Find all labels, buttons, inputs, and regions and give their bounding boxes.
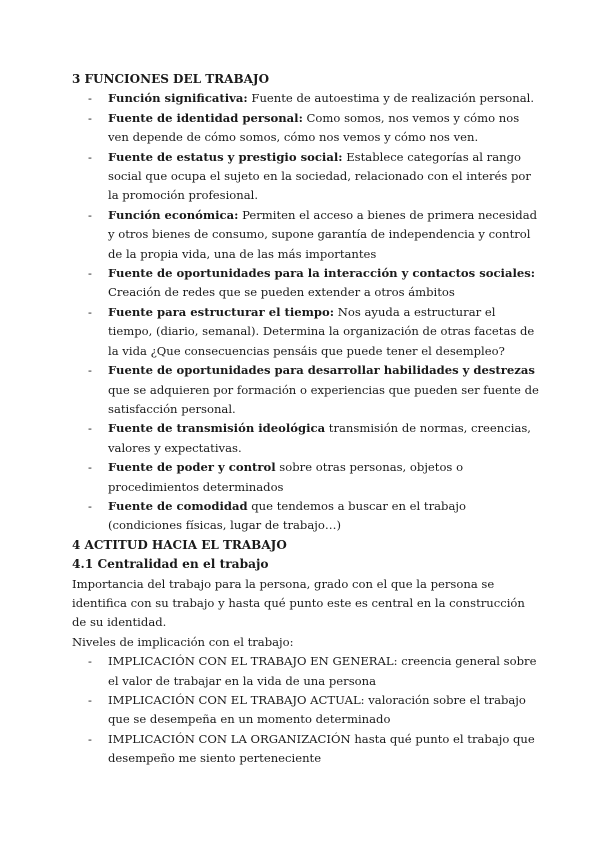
list-item: - IMPLICACIÓN CON EL TRABAJO ACTUAL: valoración sobre el trabajo que se desempeña en un momento determinado [72, 691, 540, 730]
item-title: Fuente de estatus y prestigio social: [108, 149, 343, 164]
item-title: Fuente para estructurar el tiempo: [108, 304, 335, 319]
list-item [72, 419, 540, 458]
item-title: Fuente de oportunidades para desarrollar habilidades y destrezas [108, 363, 535, 378]
item-title: Fuente de oportunidades para la interacción y contactos sociales: [108, 266, 536, 281]
list-item [72, 458, 540, 497]
item-text: Como somos, nos vemos y cómo nos ven depende de cómo somos, cómo nos vemos y cómo nos ven. [108, 110, 520, 145]
item-text: Fuente de autoestima y de realización personal. [247, 91, 535, 106]
item-title: Fuente de poder y control [108, 460, 276, 475]
item-text: Nos ayuda a estructurar el tiempo, (diario, semanal). Determina la organización de otras facetas de la vida ¿Que consecuencias pensáis que puede tener el desempleo? [108, 304, 535, 358]
list-item: - IMPLICACIÓN CON LA ORGANIZACIÓN hasta qué punto el trabajo que desempeño me siento perteneciente [72, 730, 540, 769]
item-title: Fuente de comodidad [108, 498, 248, 513]
section-4-heading: 4 ACTITUD HACIA EL TRABAJO [72, 537, 287, 552]
item-title: Fuente de identidad personal: [108, 110, 303, 125]
item-text: Establece categorías al rango social que ocupa el sujeto en la sociedad, relacionado con el interés por la promoción profesional. [108, 149, 531, 203]
item-text: transmisión de normas, creencias, valores y expectativas. [108, 421, 531, 455]
item-title: Función significativa: [108, 91, 248, 106]
item-text: Permiten el acceso a bienes de primera necesidad y otros bienes de consumo, supone garantía de independencia y control de la propia vida, una de las más importantes [108, 207, 538, 261]
item-text: que tendemos a buscar en el trabajo (condiciones físicas, lugar de trabajo…) [108, 498, 466, 533]
levels-list [72, 652, 540, 768]
list-item [72, 89, 540, 108]
list-item [72, 109, 540, 148]
list-item [72, 264, 540, 303]
centrality-paragraph: Importancia del trabajo para la persona, grado con el que la persona se identifica con su trabajo y hasta qué punto este es central en la construcción de su identidad. [72, 576, 525, 630]
item-title: Fuente de transmisión ideológica [108, 421, 326, 436]
item-title: Función económica: [108, 207, 239, 222]
list-item: - IMPLICACIÓN CON EL TRABAJO EN GENERAL: creencia general sobre el valor de trabajar en la vida de una persona [72, 652, 540, 691]
list-item [72, 497, 540, 536]
item-text: Creación de redes que se pueden extender a otros ámbitos [108, 285, 455, 300]
item-text: sobre otras personas, objetos o procedimientos determinados [108, 460, 464, 494]
list-item [72, 361, 540, 419]
item-text: que se adquieren por formación o experiencias que pueden ser fuente de satisfacción personal. [108, 382, 539, 416]
levels-intro: Niveles de implicación con el trabajo: [72, 634, 294, 649]
section-4-1-heading: 4.1 Centralidad en el trabajo [72, 557, 269, 572]
section-3-heading: 3 FUNCIONES DEL TRABAJO [72, 72, 270, 86]
list-item [72, 303, 540, 361]
functions-list [72, 89, 540, 535]
list-item [72, 206, 540, 264]
list-item [72, 148, 540, 206]
